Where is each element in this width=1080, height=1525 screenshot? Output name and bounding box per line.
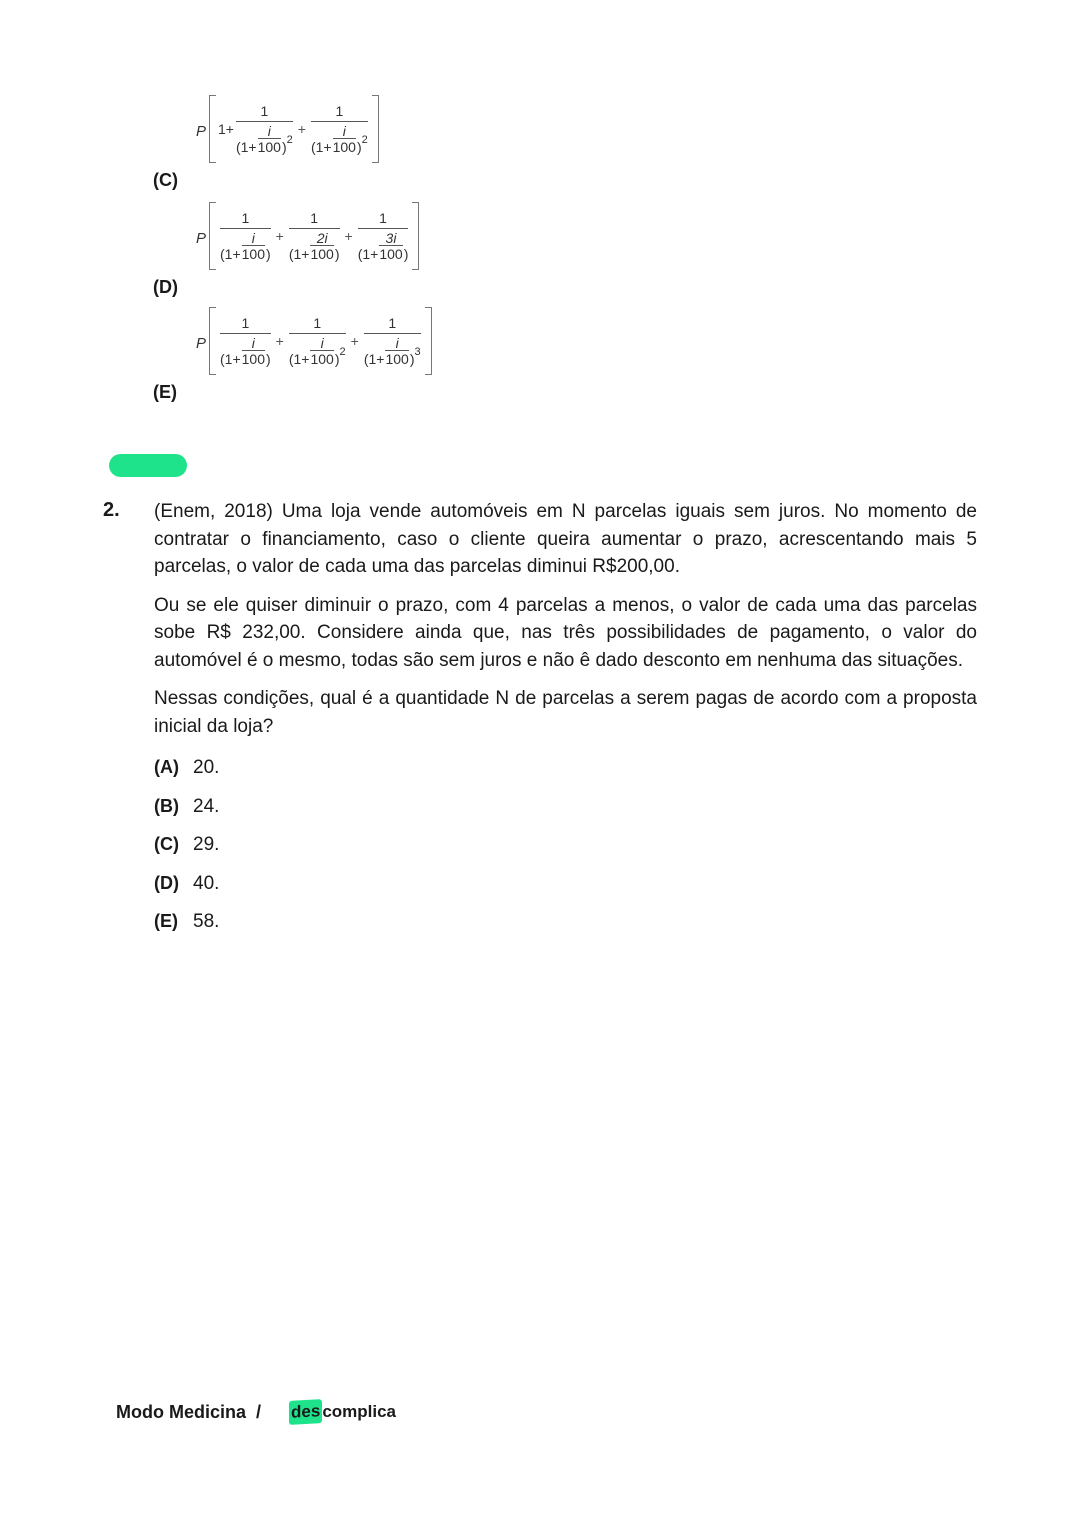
close-paren: ) [266,351,271,367]
choice-e[interactable] [154,908,977,947]
fraction-numerator: 1 [310,210,319,226]
exponent: 2 [286,134,293,146]
fraction-numerator: 1 [388,315,397,331]
inner-fraction [333,124,356,155]
fraction-numerator: 1 [241,315,250,331]
choice-text: 40. [193,872,220,894]
fraction-denominator [358,228,409,262]
formula-variable: P [196,123,207,140]
open-paren: (1+ [288,351,310,367]
fraction-denominator [364,333,421,367]
close-paren: ) [281,139,287,155]
formula [196,202,419,270]
choice-text: 20. [193,757,220,778]
inner-numerator: i [251,230,255,246]
plus-sign: + [344,228,353,244]
formula-brackets [209,95,379,163]
inner-denominator: 100 [241,351,265,367]
inner-fraction [310,336,333,367]
fraction-numerator: 1 [335,103,344,119]
choice-text: 58. [193,911,220,932]
inner-numerator: i [395,335,399,351]
open-paren: (1+ [357,246,379,262]
question-tag-pill [109,454,187,477]
question-number: 2. [103,499,120,521]
question-body [154,498,977,947]
inner-fraction [385,336,408,367]
footer-title: Modo Medicina [116,1401,246,1422]
inner-denominator: 100 [310,351,334,367]
plus-sign: + [350,333,359,349]
choice-b[interactable] [154,793,977,832]
choice-text: 29. [193,834,220,855]
close-paren: ) [334,246,340,262]
close-paren: ) [334,351,340,367]
logo-complica: complica [322,1402,397,1421]
formula [196,95,379,163]
question-paragraph: (Enem, 2018) Uma loja vende automóveis em N parcelas iguais sem juros. No momento de contratar o financiamento, caso o cliente queira aumentar o prazo, acrescentando mais 5 parcelas, o valor de cada uma das parcelas diminui R$200,00. [154,501,977,577]
fraction-term [358,210,409,262]
descomplica-logo [289,1400,396,1424]
inner-denominator: 100 [310,246,334,262]
open-paren: (1+ [220,246,241,262]
fraction-term [311,103,368,155]
exponent: 2 [361,134,368,146]
inner-denominator: 100 [332,139,356,155]
fraction-numerator: 1 [379,210,387,226]
logo-des: des [289,1399,322,1425]
inner-numerator: i [267,123,271,139]
option-label: (D) [153,277,178,297]
fraction-term [289,210,340,262]
choice-label: (C) [154,834,179,854]
fraction-numerator: 1 [241,210,250,226]
fraction-numerator: 1 [260,103,269,119]
open-paren: (1+ [288,246,310,262]
inner-fraction [379,231,402,262]
option-label: (C) [153,170,178,190]
inner-fraction [310,231,333,262]
fraction-denominator [236,121,293,155]
open-paren: (1+ [310,139,332,155]
plus-sign: + [275,228,284,244]
question-paragraph: Nessas condições, qual é a quantidade N de parcelas a serem pagas de acordo com a proposta inicial da loja? [154,688,977,737]
plus-sign: + [297,121,306,137]
fraction-term [364,315,421,367]
inner-numerator: 2i [316,230,328,246]
exponent: 2 [339,346,346,358]
close-paren: ) [266,246,271,262]
fraction-term [236,103,293,155]
fraction-denominator [311,121,368,155]
open-paren: (1+ [235,139,257,155]
inner-fraction [258,124,281,155]
fraction-numerator: 1 [313,315,322,331]
choice-label: (E) [154,911,178,931]
fraction-denominator [220,228,271,262]
inner-numerator: i [342,123,346,139]
fraction-term [289,315,346,367]
fraction-denominator [220,333,271,367]
choice-label: (A) [154,757,179,777]
choice-text: 24. [193,795,220,817]
close-paren: ) [403,246,409,262]
choice-label: (D) [154,872,179,893]
fraction-term [220,315,271,367]
fraction-term [220,210,271,262]
open-paren: (1+ [363,351,385,367]
fraction-denominator [289,228,340,262]
inner-denominator: 100 [385,351,409,367]
footer [116,1400,396,1424]
formula-variable: P [196,335,207,352]
fraction-denominator [289,333,346,367]
choice-d[interactable] [154,870,977,909]
formula-brackets [209,202,419,270]
question-paragraph: Ou se ele quiser diminuir o prazo, com 4 parcelas a menos, o valor de cada uma das parcelas sobe R$ 232,00. Considere ainda que, nas três possibilidades de pagamento, o valor do automóvel é o mesmo, todas são sem juros e não ê dado desconto em nenhuma das situações. [154,594,977,671]
close-paren: ) [409,351,415,367]
inner-numerator: i [251,335,255,351]
inner-numerator: 3i [385,230,397,246]
footer-separator: / [256,1401,262,1422]
choice-c[interactable] [154,831,977,870]
formula-brackets [209,307,432,375]
formula-variable: P [196,230,207,247]
formula [196,307,432,375]
inner-fraction [242,336,265,367]
inner-denominator: 100 [241,246,265,262]
open-paren: (1+ [220,351,241,367]
choice-a[interactable] [154,754,977,793]
formula-lead: 1+ [218,121,234,137]
plus-sign: + [275,333,284,349]
close-paren: ) [356,139,362,155]
inner-denominator: 100 [257,139,281,155]
inner-numerator: i [320,335,324,351]
inner-fraction [242,231,265,262]
exponent: 3 [414,346,421,358]
option-label: (E) [153,382,177,402]
choice-label: (B) [154,795,179,816]
inner-denominator: 100 [379,246,403,262]
answer-choices [154,754,977,947]
